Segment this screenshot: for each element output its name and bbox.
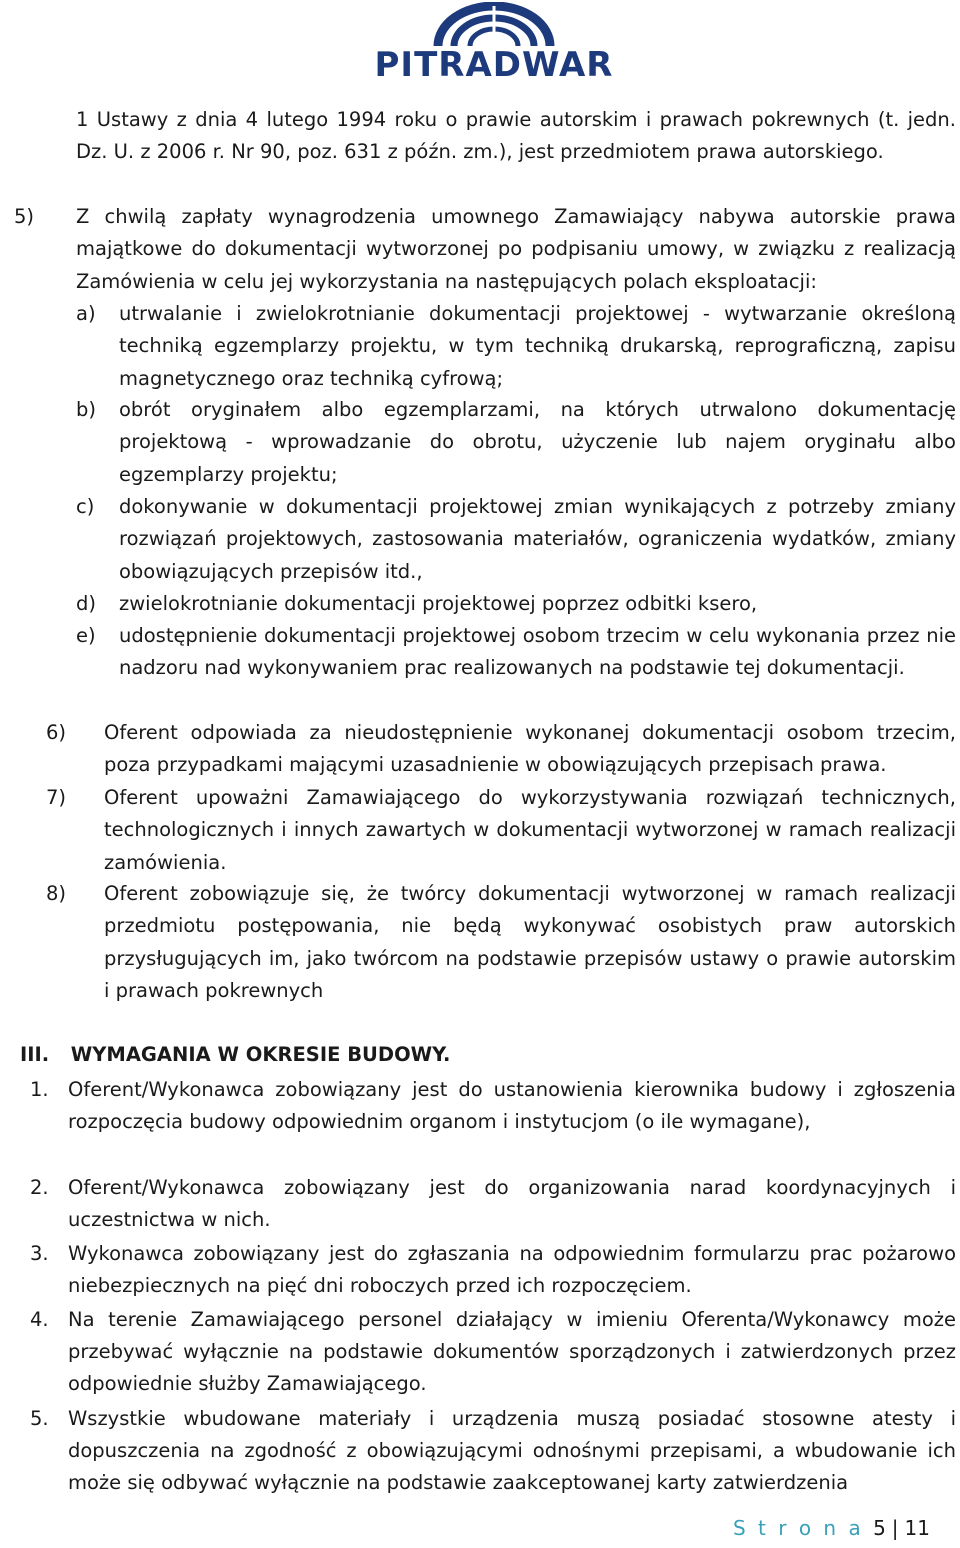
logo-arc-icon bbox=[358, 2, 630, 50]
req-5-text: Wszystkie wbudowane materiały i urządzenia muszą posiadać stosowne atesty i dopuszczenia na zgodność z obowiązującymi odnośnymi przepisami, a wbudowanie ich może się odbywać wyłącznie na podstawie zaakceptowanej karty zatwierdzenia bbox=[68, 1407, 956, 1494]
footer-total-pages: 11 bbox=[904, 1516, 930, 1540]
item-6-number: 6) bbox=[46, 721, 67, 744]
req-1-text: Oferent/Wykonawca zobowiązany jest do ustanowienia kierownika budowy i zgłoszenia rozpoczęcia budowy odpowiednim organom i instytucjom (o ile wymagane), bbox=[68, 1078, 956, 1133]
item-8-text-content: Oferent zobowiązuje się, że twórcy dokumentacji wytworzonej w ramach realizacji przedmiotu postępowania, nie będą wykonywać osobistych praw autorskich przysługujących im, jako twórcom na podstawie przepisów ustawy o prawie autorskim i prawach pokrewnych bbox=[104, 882, 956, 1002]
section-heading bbox=[20, 1040, 450, 1070]
item-8-number: 8) bbox=[46, 882, 67, 905]
subitem-e-text: udostępnienie dokumentacji projektowej osobom trzecim w celu wykonania przez nie nadzoru nad wykonywaniem prac realizowanych na podstawie tej dokumentacji. bbox=[119, 624, 956, 680]
item-6-text bbox=[104, 717, 956, 782]
req-3-number: 3. bbox=[30, 1242, 49, 1265]
subitem-d-text: zwielokrotnianie dokumentacji projektowej poprzez odbitki ksero, bbox=[119, 592, 758, 615]
subitem-b-letter: b) bbox=[76, 398, 96, 421]
req-3-text: Wykonawca zobowiązany jest do zgłaszania na odpowiednim formularzu prac pożarowo niebezpiecznych na pięć dni roboczych przed ich rozpoczęciem. bbox=[68, 1242, 956, 1297]
req-1-number: 1. bbox=[30, 1078, 49, 1101]
item-7-number: 7) bbox=[46, 786, 67, 809]
subitem-d-letter: d) bbox=[76, 592, 96, 615]
subitem-b-text: obrót oryginałem albo egzemplarzami, na których utrwalono dokumentację projektową - wprowadzanie do obrotu, użyczenie lub najem oryginału albo egzemplarzy projektu; bbox=[119, 398, 956, 486]
req-4-number: 4. bbox=[30, 1308, 49, 1331]
req-5-number: 5. bbox=[30, 1407, 49, 1430]
company-logo bbox=[358, 2, 630, 85]
page-footer bbox=[733, 1516, 930, 1540]
item-5-text: Z chwilą zapłaty wynagrodzenia umownego Zamawiający nabywa autorskie prawa majątkowe do dokumentacji wytworzonej po podpisaniu umowy, w związku z realizacją Zamówienia w celu jej wykorzystania na następujących polach eksploatacji: bbox=[76, 205, 956, 293]
item-8-text bbox=[104, 878, 956, 1007]
subitem-a-letter: a) bbox=[76, 302, 96, 325]
subitem-a-text: utrwalanie i zwielokrotnianie dokumentacji projektowej - wytwarzanie określoną techniką egzemplarzy projektu, w tym techniką drukarską, reprograficzną, zapisu magnetycznego oraz techniką cyfrową; bbox=[119, 302, 956, 390]
item-7-text bbox=[104, 782, 956, 879]
logo-text: PITRADWAR bbox=[374, 45, 614, 85]
footer-separator: | bbox=[891, 1516, 899, 1540]
subitem-c-text: dokonywanie w dokumentacji projektowej zmian wynikających z potrzeby zmiany rozwiązań projektowych, zastosowania materiałów, ograniczenia wydatków, zmiany obowiązujących przepisów itd., bbox=[119, 495, 956, 583]
section-number: III. bbox=[20, 1043, 50, 1066]
req-2-text: Oferent/Wykonawca zobowiązany jest do organizowania narad koordynacyjnych i uczestnictwa w nich. bbox=[68, 1176, 956, 1231]
subitem-e-letter: e) bbox=[76, 624, 96, 647]
item-6-text-content: Oferent odpowiada za nieudostępnienie wykonanej dokumentacji osobom trzecim, poza przypadkami mającymi uzasadnienie w obowiązujących przepisach prawa. bbox=[104, 721, 956, 777]
req-4-text: Na terenie Zamawiającego personel działający w imieniu Oferenta/Wykonawcy może przebywać wyłącznie na podstawie dokumentów sporządzonych i zatwierdzonych przez odpowiednie służby Zamawiającego. bbox=[68, 1308, 956, 1395]
item-5-number: 5) bbox=[14, 205, 35, 228]
req-2-number: 2. bbox=[30, 1176, 49, 1199]
section-title: WYMAGANIA W OKRESIE BUDOWY. bbox=[70, 1043, 451, 1066]
intro-paragraph: 1 Ustawy z dnia 4 lutego 1994 roku o prawie autorskim i prawach pokrewnych (t. jedn. Dz. U. z 2006 r. Nr 90, poz. 631 z późn. zm.), jest przedmiotem prawa autorskiego. bbox=[76, 108, 956, 164]
footer-page-number: 5 bbox=[873, 1516, 886, 1540]
subitem-c-letter: c) bbox=[76, 495, 95, 518]
item-7-text-content: Oferent upoważni Zamawiającego do wykorzystywania rozwiązań technicznych, technologicznych i innych zawartych w dokumentacji wytworzonej w ramach realizacji zamówienia. bbox=[104, 786, 956, 874]
footer-label: S t r o n a bbox=[732, 1516, 864, 1540]
